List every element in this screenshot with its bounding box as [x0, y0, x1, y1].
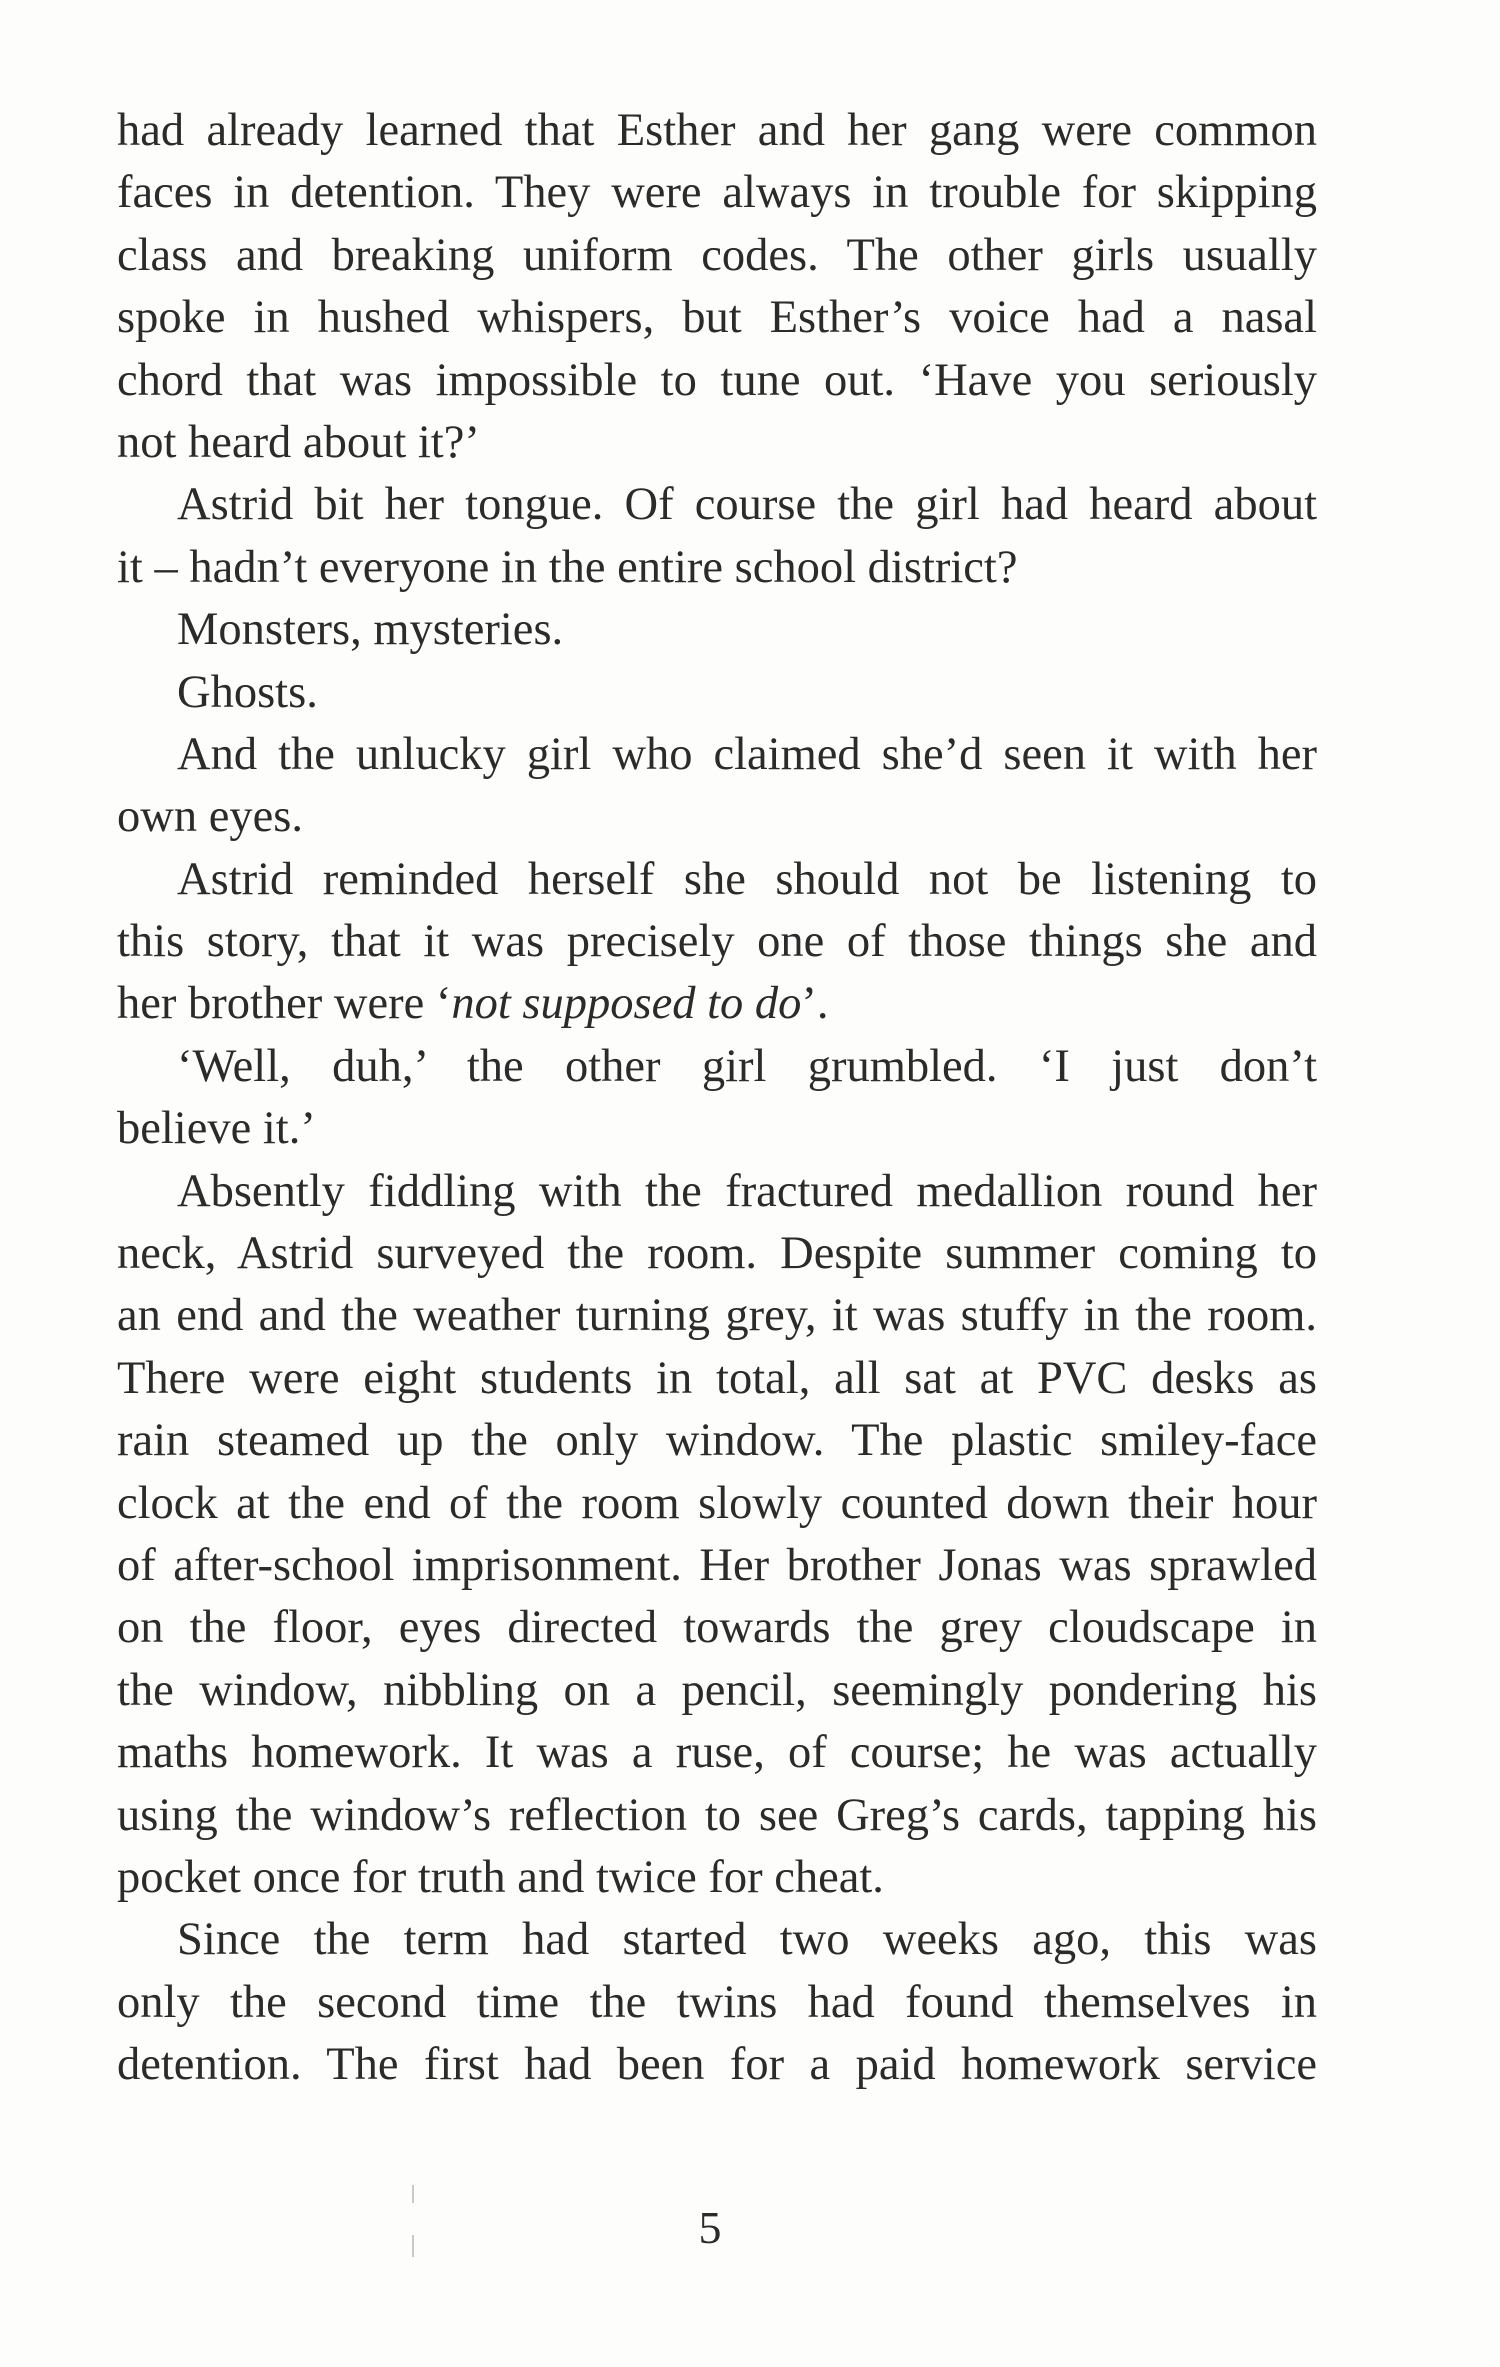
text-line: Since the term had started two weeks ago, this was: [177, 1914, 1317, 1966]
text-line: Absently fiddling with the fractured medallion round her: [177, 1165, 1317, 1217]
text-line: There were eight students in total, all sat at PVC desks as: [117, 1352, 1317, 1404]
text-line: Ghosts.: [177, 666, 318, 718]
text-line: pocket once for truth and twice for cheat.: [117, 1851, 884, 1903]
text-line: And the unlucky girl who claimed she’d seen it with her: [177, 728, 1317, 780]
text-line: the window, nibbling on a pencil, seemingly pondering his: [117, 1664, 1317, 1716]
text-line: Monsters, mysteries.: [177, 604, 564, 656]
text-line: an end and the weather turning grey, it was stuffy in the room.: [117, 1290, 1317, 1342]
text-line: of after-school imprisonment. Her brother Jonas was sprawled: [117, 1539, 1317, 1591]
text-line: on the floor, eyes directed towards the grey cloudscape in: [117, 1602, 1317, 1654]
text-line: maths homework. It was a ruse, of course; he was actually: [117, 1727, 1317, 1779]
text-line: detention. The first had been for a paid homework service: [117, 2039, 1317, 2091]
text-line: rain steamed up the only window. The plastic smiley-face: [117, 1415, 1317, 1467]
text-line: Astrid reminded herself she should not be listening to: [177, 853, 1317, 905]
text-line: not heard about it?’: [117, 416, 480, 468]
text-line: only the second time the twins had found themselves in: [117, 1976, 1317, 2028]
text-line: it – hadn’t everyone in the entire school district?: [117, 541, 1018, 593]
scan-mark-lower: [412, 2235, 414, 2257]
text-line: spoke in hushed whispers, but Esther’s voice had a nasal: [117, 292, 1317, 344]
text-line: own eyes.: [117, 791, 303, 843]
text-line: believe it.’: [117, 1103, 316, 1155]
page-number: 5: [698, 2202, 722, 2253]
text-line: this story, that it was precisely one of those things she and: [117, 916, 1317, 968]
text-line: using the window’s reflection to see Greg’s cards, tapping his: [117, 1789, 1317, 1841]
text-line: neck, Astrid surveyed the room. Despite summer coming to: [117, 1228, 1317, 1280]
text-line: had already learned that Esther and her gang were common: [117, 105, 1317, 156]
text-line: faces in detention. They were always in trouble for skipping: [117, 167, 1317, 219]
scan-mark-upper: [412, 2185, 414, 2203]
text-line: ‘Well, duh,’ the other girl grumbled. ‘I just don’t: [177, 1040, 1317, 1092]
text-line: Astrid bit her tongue. Of course the girl had heard about: [177, 479, 1317, 531]
page-body-text: [117, 100, 1317, 2097]
text-line: class and breaking uniform codes. The other girls usually: [117, 229, 1317, 281]
text-line: clock at the end of the room slowly counted down their hour: [117, 1477, 1317, 1529]
text-line: her brother were ‘not supposed to do’.: [117, 978, 829, 1030]
text-line: chord that was impossible to tune out. ‘Have you seriously: [117, 354, 1317, 406]
